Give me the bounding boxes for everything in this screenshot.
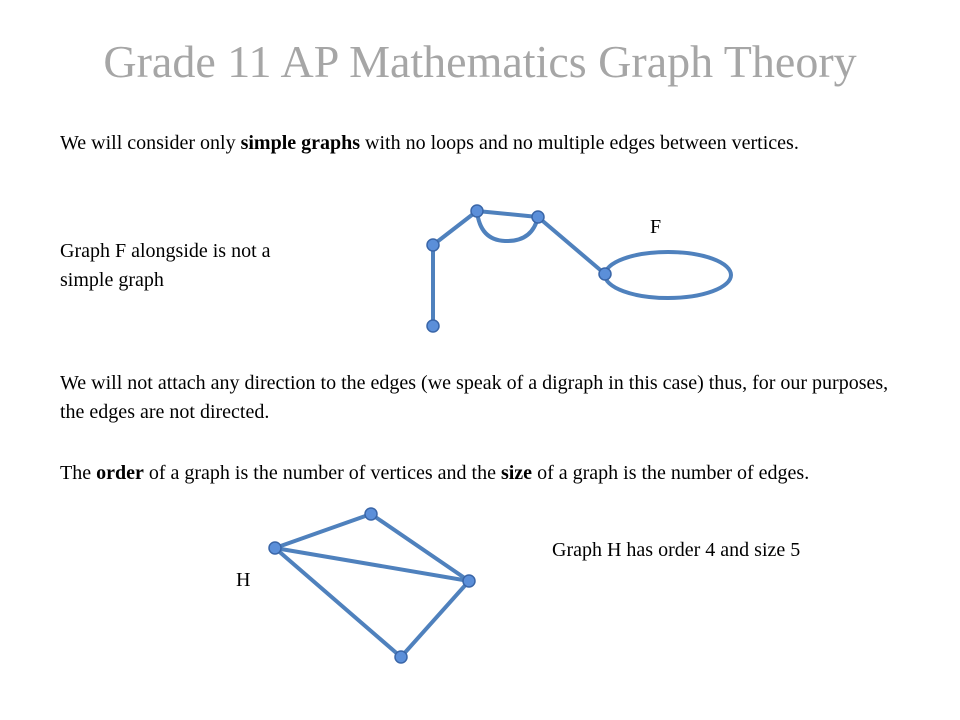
graph-f-vertex (427, 239, 439, 251)
graph-f-edge-diagonal (538, 217, 605, 274)
graph-f-vertex (532, 211, 544, 223)
graph-f-vertex (471, 205, 483, 217)
graph-f-label: F (650, 216, 662, 238)
order-size-paragraph (60, 459, 910, 488)
graph-h-vertex (395, 651, 407, 663)
graph-f-loop (605, 252, 731, 298)
graph-f-edge-multiple (477, 211, 538, 241)
graph-h-edge (275, 548, 469, 581)
intro-text-end: with no loops and no multiple edges between vertices. (360, 132, 799, 154)
graph-f (427, 205, 731, 332)
graph-h (269, 508, 475, 663)
graph-f-edge-top (477, 211, 538, 217)
graph-h-vertex (269, 542, 281, 554)
order-size-text: of a graph is the number of vertices and the (143, 462, 501, 484)
direction-paragraph: We will not attach any direction to the edges (we speak of a digraph in this case) thus, for our purposes, the edges are not directed. (60, 372, 889, 423)
order-size-text: of a graph is the number of edges. (532, 462, 810, 484)
graph-h-caption: Graph H has order 4 and size 5 (552, 539, 801, 561)
size-term: size (500, 462, 533, 484)
simple-graphs-term: simple graphs (240, 132, 361, 154)
graph-h-label: H (236, 569, 251, 591)
graph-f-edge-upper-left (433, 211, 477, 245)
graph-h-vertex (365, 508, 377, 520)
graph-f-vertex (599, 268, 611, 280)
graph-h-edge (371, 514, 469, 581)
intro-paragraph (60, 129, 910, 158)
graph-h-edge (401, 581, 469, 657)
intro-text-start: We will consider only (60, 132, 241, 154)
graph-h-edge (275, 548, 401, 657)
graph-f-note: Graph F alongside is not a simple graph (60, 240, 271, 291)
graph-h-vertex (463, 575, 475, 587)
order-size-text: The (60, 462, 97, 484)
order-term: order (96, 462, 144, 484)
slide-title: Grade 11 AP Mathematics Graph Theory (103, 36, 857, 87)
graph-h-edge (275, 514, 371, 548)
graph-f-vertex (427, 320, 439, 332)
